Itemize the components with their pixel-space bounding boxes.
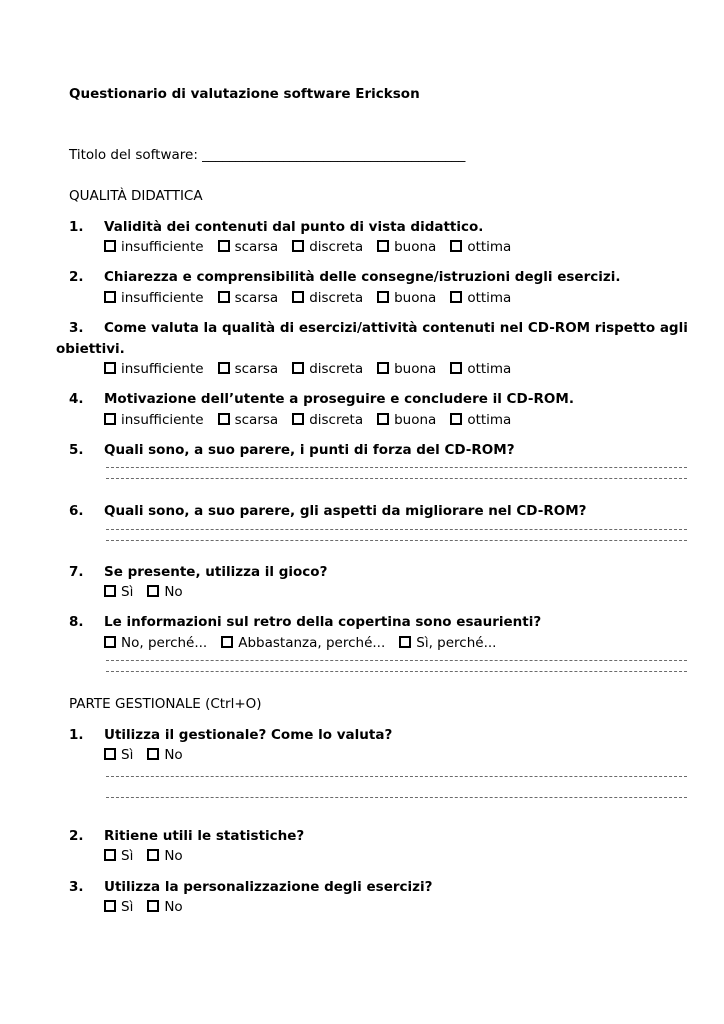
- checkbox[interactable]: [450, 291, 462, 303]
- rating-options-q3: [104, 361, 525, 377]
- yes-no-options-m3: [104, 899, 197, 915]
- question-1-text: Validità dei contenuti dal punto di vista didattico.: [104, 219, 484, 235]
- question-2-text: Chiarezza e comprensibilità delle consegne/istruzioni degli esercizi.: [104, 269, 621, 285]
- rating-options-q1: [104, 239, 525, 255]
- checkbox[interactable]: [147, 585, 159, 597]
- checkbox[interactable]: [221, 636, 233, 648]
- checkbox[interactable]: [147, 900, 159, 912]
- option-discreta[interactable]: discreta: [292, 239, 363, 255]
- question-7-text: Se presente, utilizza il gioco?: [104, 564, 328, 580]
- answer-line[interactable]: [106, 797, 687, 798]
- option-no[interactable]: No: [147, 848, 182, 864]
- software-title-field[interactable]: Titolo del software: _______________________________________: [69, 147, 466, 163]
- question-number: 7.: [69, 564, 84, 580]
- checkbox[interactable]: [292, 413, 304, 425]
- question-number: 2.: [69, 828, 84, 844]
- option-si-perche[interactable]: Sì, perché...: [399, 635, 496, 651]
- checkbox[interactable]: [104, 585, 116, 597]
- option-buona[interactable]: buona: [377, 412, 436, 428]
- answer-line[interactable]: [106, 540, 687, 541]
- option-buona[interactable]: buona: [377, 361, 436, 377]
- checkbox[interactable]: [104, 748, 116, 760]
- checkbox[interactable]: [377, 413, 389, 425]
- question-number: 1.: [69, 727, 84, 743]
- question-6-text: Quali sono, a suo parere, gli aspetti da migliorare nel CD-ROM?: [104, 503, 587, 519]
- option-si[interactable]: Sì: [104, 848, 133, 864]
- option-discreta[interactable]: discreta: [292, 412, 363, 428]
- option-scarsa[interactable]: scarsa: [218, 361, 279, 377]
- question-number: 5.: [69, 442, 84, 458]
- answer-line[interactable]: [106, 660, 687, 661]
- checkbox[interactable]: [377, 240, 389, 252]
- checkbox[interactable]: [292, 362, 304, 374]
- option-si[interactable]: Sì: [104, 584, 133, 600]
- option-no[interactable]: No: [147, 747, 182, 763]
- checkbox[interactable]: [218, 413, 230, 425]
- option-no-perche[interactable]: No, perché...: [104, 635, 207, 651]
- answer-line[interactable]: [106, 467, 687, 468]
- question-number: 1.: [69, 219, 84, 235]
- option-insufficiente[interactable]: insufficiente: [104, 290, 204, 306]
- checkbox[interactable]: [218, 240, 230, 252]
- option-insufficiente[interactable]: insufficiente: [104, 412, 204, 428]
- option-abbastanza-perche[interactable]: Abbastanza, perché...: [221, 635, 385, 651]
- option-si[interactable]: Sì: [104, 747, 133, 763]
- option-no[interactable]: No: [147, 584, 182, 600]
- answer-line[interactable]: [106, 529, 687, 530]
- question-number: 2.: [69, 269, 84, 285]
- question-3-text-continued: obiettivi.: [56, 341, 125, 357]
- option-buona[interactable]: buona: [377, 239, 436, 255]
- checkbox[interactable]: [377, 362, 389, 374]
- checkbox[interactable]: [104, 413, 116, 425]
- rating-options-q2: [104, 290, 525, 306]
- question-number: 3.: [69, 879, 84, 895]
- option-scarsa[interactable]: scarsa: [218, 290, 279, 306]
- checkbox[interactable]: [218, 362, 230, 374]
- checkbox[interactable]: [450, 362, 462, 374]
- option-buona[interactable]: buona: [377, 290, 436, 306]
- checkbox[interactable]: [450, 240, 462, 252]
- question-8-text: Le informazioni sul retro della copertina sono esaurienti?: [104, 614, 542, 630]
- answer-line[interactable]: [106, 478, 687, 479]
- checkbox[interactable]: [377, 291, 389, 303]
- option-discreta[interactable]: discreta: [292, 290, 363, 306]
- option-insufficiente[interactable]: insufficiente: [104, 361, 204, 377]
- checkbox[interactable]: [292, 240, 304, 252]
- option-no[interactable]: No: [147, 899, 182, 915]
- management-question-2-text: Ritiene utili le statistiche?: [104, 828, 305, 844]
- document-title: Questionario di valutazione software Erickson: [69, 86, 420, 102]
- question-number: 3.: [69, 320, 84, 336]
- section-heading-didactic-quality: QUALITÀ DIDATTICA: [69, 188, 203, 204]
- checkbox[interactable]: [399, 636, 411, 648]
- option-scarsa[interactable]: scarsa: [218, 412, 279, 428]
- management-question-1-text: Utilizza il gestionale? Come lo valuta?: [104, 727, 393, 743]
- question-number: 6.: [69, 503, 84, 519]
- checkbox[interactable]: [104, 900, 116, 912]
- checkbox[interactable]: [104, 240, 116, 252]
- checkbox[interactable]: [104, 849, 116, 861]
- checkbox[interactable]: [147, 849, 159, 861]
- rating-options-q4: [104, 412, 525, 428]
- yes-no-options-q7: [104, 584, 197, 600]
- option-discreta[interactable]: discreta: [292, 361, 363, 377]
- option-ottima[interactable]: ottima: [450, 239, 511, 255]
- option-ottima[interactable]: ottima: [450, 290, 511, 306]
- option-ottima[interactable]: ottima: [450, 361, 511, 377]
- option-ottima[interactable]: ottima: [450, 412, 511, 428]
- options-q8: [104, 635, 510, 651]
- management-question-3-text: Utilizza la personalizzazione degli esercizi?: [104, 879, 433, 895]
- question-number: 8.: [69, 614, 84, 630]
- answer-line[interactable]: [106, 671, 687, 672]
- question-3-text: Come valuta la qualità di esercizi/attività contenuti nel CD-ROM rispetto agli: [104, 320, 688, 336]
- checkbox[interactable]: [218, 291, 230, 303]
- checkbox[interactable]: [450, 413, 462, 425]
- checkbox[interactable]: [104, 362, 116, 374]
- question-4-text: Motivazione dell’utente a proseguire e concludere il CD-ROM.: [104, 391, 574, 407]
- yes-no-options-m2: [104, 848, 197, 864]
- question-number: 4.: [69, 391, 84, 407]
- yes-no-options-m1: [104, 747, 197, 763]
- section-heading-management: PARTE GESTIONALE (Ctrl+O): [69, 696, 262, 712]
- checkbox[interactable]: [104, 636, 116, 648]
- option-si[interactable]: Sì: [104, 899, 133, 915]
- checkbox[interactable]: [292, 291, 304, 303]
- checkbox[interactable]: [147, 748, 159, 760]
- checkbox[interactable]: [104, 291, 116, 303]
- answer-line[interactable]: [106, 776, 687, 777]
- option-scarsa[interactable]: scarsa: [218, 239, 279, 255]
- option-insufficiente[interactable]: insufficiente: [104, 239, 204, 255]
- question-5-text: Quali sono, a suo parere, i punti di forza del CD-ROM?: [104, 442, 515, 458]
